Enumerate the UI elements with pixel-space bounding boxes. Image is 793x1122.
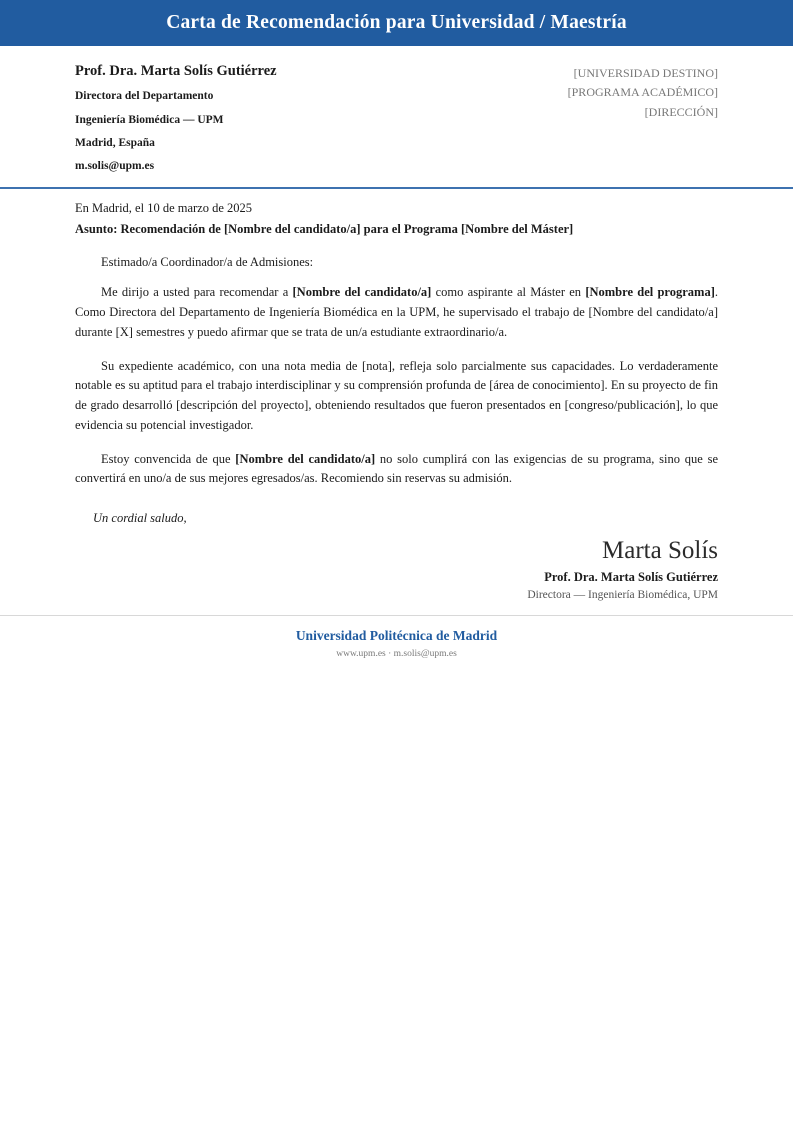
page-title: Carta de Recomendación para Universidad / Maestría	[166, 12, 627, 34]
letter-body	[0, 189, 793, 526]
recipient-university: [UNIVERSIDAD DESTINO]	[573, 66, 718, 80]
paragraph-1-text-1: Me dirijo a usted para recomendar a	[101, 285, 293, 300]
signature-printed-name: Prof. Dra. Marta Solís Gutiérrez	[544, 570, 718, 585]
paragraph-3-placeholder-candidate: [Nombre del candidato/a]	[235, 451, 376, 466]
letterhead	[0, 46, 793, 173]
signature-role: Directora — Ingeniería Biomédica, UPM	[527, 588, 718, 601]
footer-institution: Universidad Politécnica de Madrid	[295, 628, 498, 644]
recipient-address: [DIRECCIÓN]	[644, 104, 718, 119]
page-footer	[0, 616, 793, 660]
closing-line: Un cordial saludo,	[93, 511, 187, 526]
recipient-program: [PROGRAMA ACADÉMICO]	[567, 85, 718, 100]
paragraph-2: Su expediente académico, con una nota media de [nota], refleja solo parcialmente sus capacidades. Lo verdaderamente notable es su aptitud para el trabajo interdisciplinar y su comprensión profunda de [área de conocimiento]. En su proyecto de fin de grado desarrolló [descripción del proyecto], obteniendo resultados que fueron presentados en [congreso/publicación], lo que evidencia su potencial investigador.	[75, 358, 718, 432]
paragraph-1-placeholder-candidate: [Nombre del candidato/a]	[292, 285, 432, 300]
signature-block	[0, 526, 793, 602]
paragraph-1-placeholder-program: [Nombre del programa]	[585, 285, 715, 300]
date-line: En Madrid, el 10 de marzo de 2025	[75, 201, 253, 216]
paragraph-3-text-1: Estoy convencida de que	[101, 451, 236, 466]
paragraph-3-text-2: no solo cumplirá con las exigencias de su programa, sino que se convertirá en uno/a de sus mejores egresados/as. Recomiendo sin reservas su admisión.	[75, 451, 719, 486]
sender-location: Madrid, España	[75, 136, 155, 149]
paragraph-3	[75, 450, 718, 490]
sender-block	[75, 63, 448, 173]
sender-name: Prof. Dra. Marta Solís Gutiérrez	[75, 63, 277, 79]
paragraph-1-text-3: . Como Directora del Departamento de Ingeniería Biomédica en la UPM, he supervisado el trabajo de [Nombre del candidato/a] durante [X] semestres y puedo afirmar que se trata de un/a estudiante extraordinario/a.	[75, 285, 718, 339]
paragraph-1	[75, 283, 718, 342]
recipient-block	[461, 63, 718, 122]
subject-line: Asunto: Recomendación de [Nombre del candidato/a] para el Programa [Nombre del Máster]	[75, 222, 574, 237]
paragraph-1-text-2: como aspirante al Máster en	[431, 285, 586, 300]
page-banner	[0, 0, 793, 46]
sender-department: Ingeniería Biomédica — UPM	[75, 113, 224, 126]
sender-position: Directora del Departamento	[75, 90, 214, 103]
sender-email: m.solis@upm.es	[75, 160, 155, 173]
salutation: Estimado/a Coordinador/a de Admisiones:	[101, 254, 314, 269]
signature-script-name: Marta Solís	[602, 537, 718, 565]
footer-contact: www.upm.es · m.solis@upm.es	[336, 649, 457, 660]
